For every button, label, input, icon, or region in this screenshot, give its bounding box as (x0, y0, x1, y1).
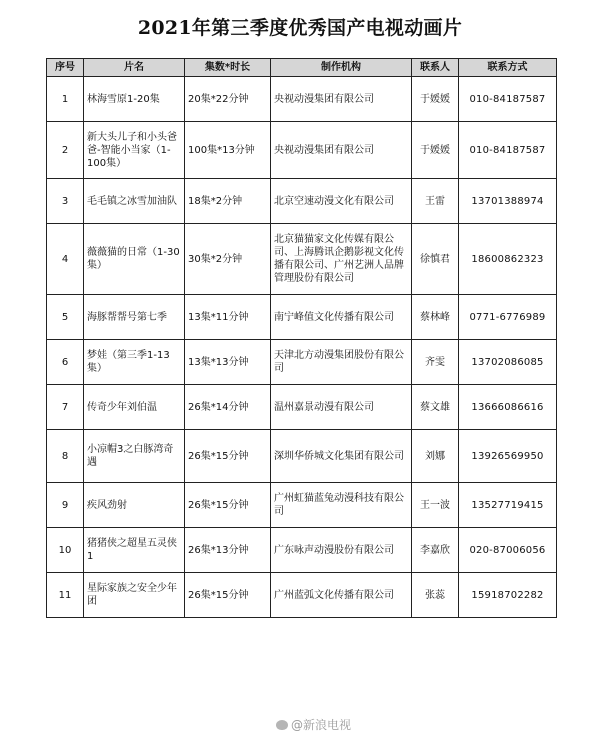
row-index: 4 (47, 224, 84, 295)
row-title: 海豚帮帮号第七季 (84, 295, 185, 340)
row-index: 1 (47, 77, 84, 122)
row-organization: 广州虹猫蓝兔动漫科技有限公司 (271, 483, 412, 528)
row-title: 梦娃（第三季1-13集） (84, 340, 185, 385)
row-contact: 王一波 (412, 483, 459, 528)
weibo-icon (276, 720, 288, 730)
table-row (47, 122, 557, 179)
row-phone: 18600862323 (459, 224, 557, 295)
row-episodes: 13集*11分钟 (185, 295, 271, 340)
row-contact: 于媛媛 (412, 122, 459, 179)
table-row (47, 77, 557, 122)
row-organization: 天津北方动漫集团股份有限公司 (271, 340, 412, 385)
row-episodes: 18集*2分钟 (185, 179, 271, 224)
row-episodes: 26集*15分钟 (185, 430, 271, 483)
row-contact: 张蕊 (412, 573, 459, 618)
row-contact: 齐雯 (412, 340, 459, 385)
table-row (47, 573, 557, 618)
row-organization: 央视动漫集团有限公司 (271, 77, 412, 122)
row-index: 6 (47, 340, 84, 385)
row-index: 9 (47, 483, 84, 528)
table-row (47, 528, 557, 573)
row-phone: 13527719415 (459, 483, 557, 528)
row-organization: 南宁峰值文化传播有限公司 (271, 295, 412, 340)
table-row (47, 430, 557, 483)
row-title: 毛毛镇之冰雪加油队 (84, 179, 185, 224)
column-header-index: 序号 (47, 59, 84, 77)
row-phone: 13666086616 (459, 385, 557, 430)
row-contact: 蔡文雄 (412, 385, 459, 430)
row-organization: 广州蓝弧文化传播有限公司 (271, 573, 412, 618)
row-index: 8 (47, 430, 84, 483)
row-organization: 广东咏声动漫股份有限公司 (271, 528, 412, 573)
table-row (47, 179, 557, 224)
table-row (47, 483, 557, 528)
column-header-episodes: 集数*时长 (185, 59, 271, 77)
row-contact: 于媛媛 (412, 77, 459, 122)
row-title: 星际家族之安全少年团 (84, 573, 185, 618)
row-episodes: 100集*13分钟 (185, 122, 271, 179)
row-phone: 13701388974 (459, 179, 557, 224)
table-row (47, 340, 557, 385)
row-organization: 深圳华侨城文化集团有限公司 (271, 430, 412, 483)
watermark-text: @新浪电视 (291, 718, 352, 732)
animation-table (46, 58, 557, 618)
row-phone: 010-84187587 (459, 77, 557, 122)
row-contact: 王雷 (412, 179, 459, 224)
row-episodes: 13集*13分钟 (185, 340, 271, 385)
column-header-contact: 联系人 (412, 59, 459, 77)
row-title: 小凉帽3之白豚湾奇遇 (84, 430, 185, 483)
row-phone: 13702086085 (459, 340, 557, 385)
row-title: 疾风劲射 (84, 483, 185, 528)
row-phone: 020-87006056 (459, 528, 557, 573)
row-title: 薇薇猫的日常（1-30集） (84, 224, 185, 295)
row-contact: 李嘉欣 (412, 528, 459, 573)
row-index: 11 (47, 573, 84, 618)
row-organization: 温州嘉景动漫有限公司 (271, 385, 412, 430)
row-episodes: 20集*22分钟 (185, 77, 271, 122)
row-phone: 13926569950 (459, 430, 557, 483)
row-index: 2 (47, 122, 84, 179)
column-header-name: 片名 (84, 59, 185, 77)
row-organization: 北京猫猫家文化传媒有限公司、上海腾讯企鹅影视文化传播有限公司、广州艺洲人品牌管理股份有限公司 (271, 224, 412, 295)
table-row (47, 224, 557, 295)
row-phone: 010-84187587 (459, 122, 557, 179)
row-organization: 央视动漫集团有限公司 (271, 122, 412, 179)
row-title: 林海雪原1-20集 (84, 77, 185, 122)
row-index: 10 (47, 528, 84, 573)
row-contact: 刘娜 (412, 430, 459, 483)
row-title: 新大头儿子和小头爸爸-智能小当家（1-100集） (84, 122, 185, 179)
table-row (47, 295, 557, 340)
row-index: 5 (47, 295, 84, 340)
table-row (47, 385, 557, 430)
row-phone: 0771-6776989 (459, 295, 557, 340)
row-index: 3 (47, 179, 84, 224)
row-contact: 蔡林峰 (412, 295, 459, 340)
row-episodes: 26集*13分钟 (185, 528, 271, 573)
row-index: 7 (47, 385, 84, 430)
row-episodes: 26集*15分钟 (185, 483, 271, 528)
row-organization: 北京空速动漫文化有限公司 (271, 179, 412, 224)
table-header-row (47, 59, 557, 77)
row-phone: 15918702282 (459, 573, 557, 618)
document-title: 2021年第三季度优秀国产电视动画片 (137, 17, 463, 39)
watermark (276, 716, 351, 733)
row-title: 传奇少年刘伯温 (84, 385, 185, 430)
row-title: 猪猪侠之超星五灵侠1 (84, 528, 185, 573)
row-contact: 徐慎君 (412, 224, 459, 295)
column-header-organization: 制作机构 (271, 59, 412, 77)
row-episodes: 26集*14分钟 (185, 385, 271, 430)
column-header-phone: 联系方式 (459, 59, 557, 77)
row-episodes: 30集*2分钟 (185, 224, 271, 295)
row-episodes: 26集*15分钟 (185, 573, 271, 618)
